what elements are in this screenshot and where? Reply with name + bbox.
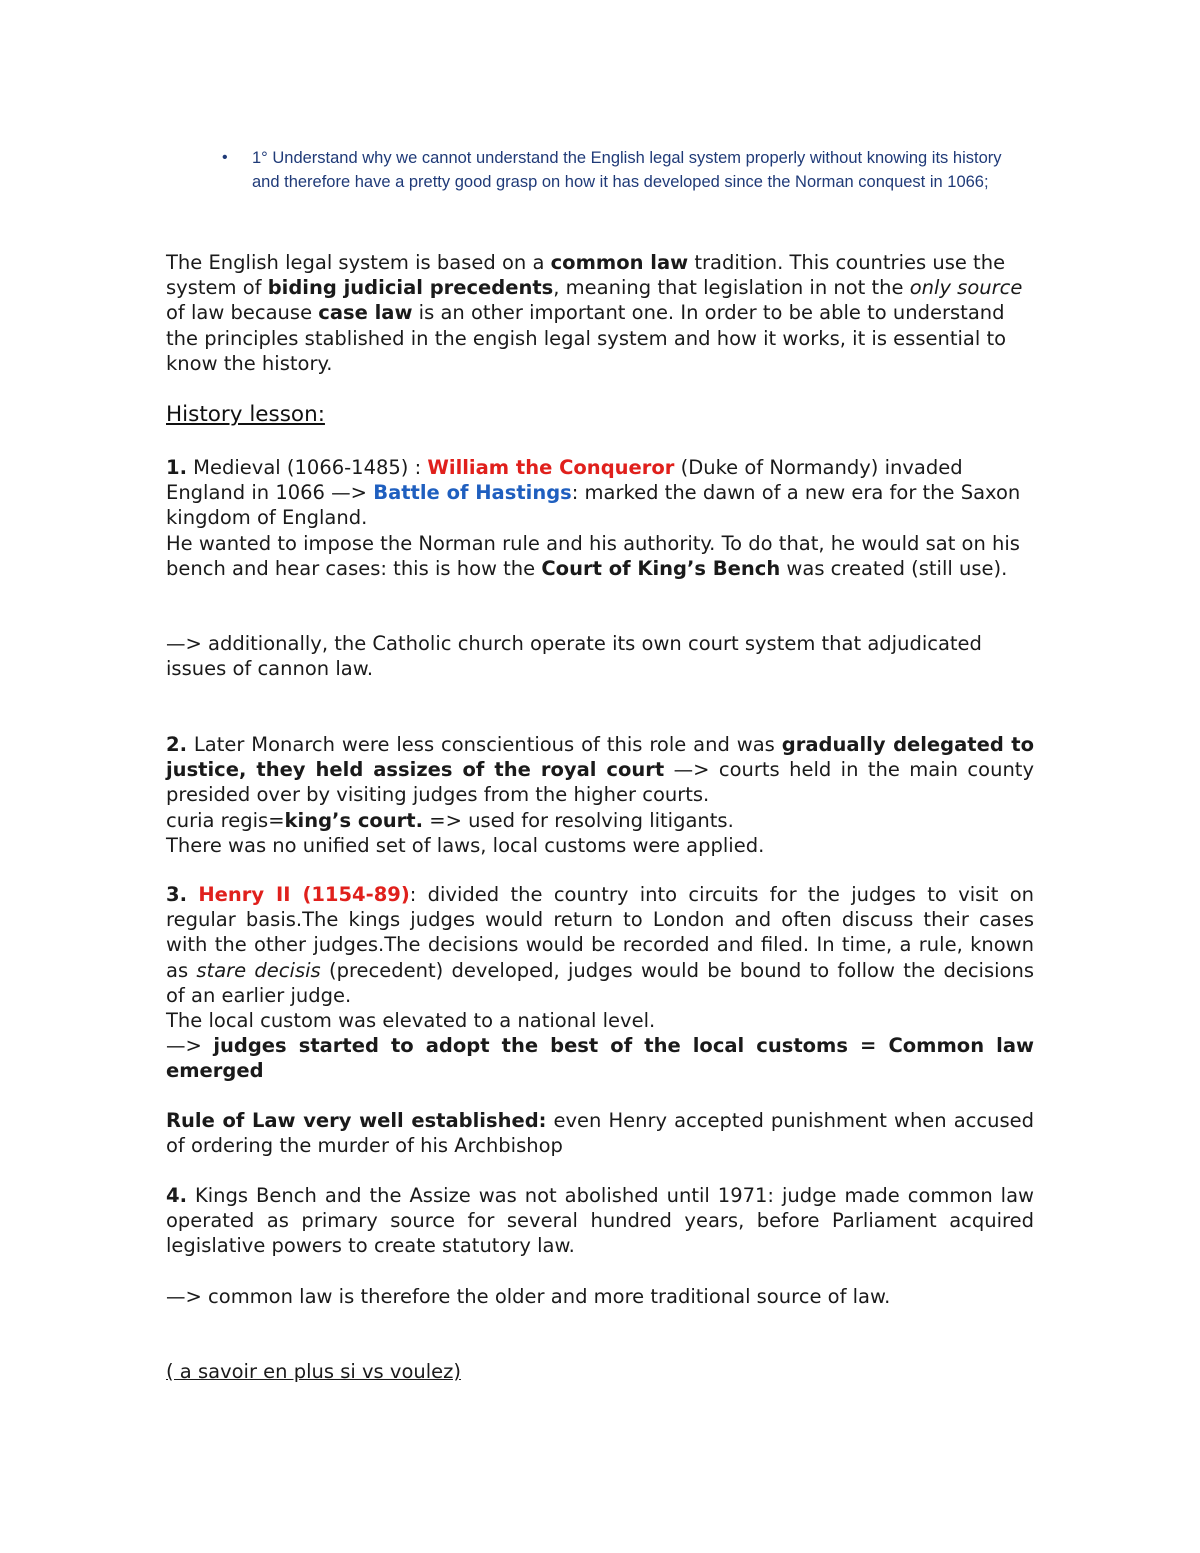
intro-paragraph (166, 250, 1034, 376)
s2-text-3: curia regis= (166, 808, 285, 832)
s3-text-4: —> (166, 1034, 214, 1058)
rule-of-law-text: even Henry accepted punishment when accused of ordering the murder of his Archbishop (166, 1109, 1034, 1158)
footer-note: ( a savoir en plus si vs voulez) (166, 1360, 461, 1383)
s3-text-2: (precedent) developed, judges would be bound to follow the decisions of an earlier judge. (166, 958, 1035, 1007)
section-number: 3. (166, 883, 187, 906)
section-4-paragraph (166, 1183, 1034, 1259)
objective-text: 1° Understand why we cannot understand the English legal system properly without knowing its history and therefore have a pretty good grasp on how it has developed since the Norman conquest in 1066; (252, 149, 1002, 191)
section-heading: History lesson: (166, 402, 325, 427)
s1-text-4: He wanted to impose the Norman rule and his authority. To do that, he would sat on his bench and hear cases: this is how the (166, 531, 1020, 580)
s1-text-2: (Duke of Normandy) invaded England in 1066 —> (166, 456, 963, 505)
s1-text-3: : marked the dawn of a new era for the Saxon kingdom of England. (166, 481, 1021, 530)
intro-bold-common-law: common law (550, 251, 689, 274)
section-number: 4. (166, 1184, 187, 1207)
section-1-note: —> additionally, the Catholic church operate its own court system that adjudicated issues of cannon law. (166, 632, 982, 681)
section-1-paragraph (166, 455, 1034, 581)
s3-text-3: The local custom was elevated to a national level. (166, 1009, 656, 1033)
henry-ii-label: Henry II (1154-89) (198, 883, 410, 906)
s2-bold-kings-court: king’s court. (284, 808, 424, 832)
section-number: 2. (166, 733, 187, 756)
section-3-paragraph (166, 882, 1034, 1084)
s2-text-5: There was no unified set of laws, local customs were applied. (166, 833, 765, 857)
intro-italic-only-source: only source (909, 276, 1023, 300)
objective-bullet-item (222, 146, 1012, 194)
common-law-emerged-bold: judges started to adopt the best of the local customs = Common law emerged (166, 1034, 1034, 1083)
william-the-conqueror-label: William the Conqueror (427, 456, 675, 479)
intro-text-5: is an other important one. In order to be able to understand the principles stablished in the engish legal system and how it works, it is essential to know the history. (166, 301, 1007, 375)
intro-text-1: The English legal system is based on a (166, 251, 551, 274)
rule-of-law-paragraph (166, 1108, 1034, 1158)
s1-text-5: was created (still use). (780, 556, 1008, 580)
section-4-note: —> common law is therefore the older and more traditional source of law. (166, 1285, 891, 1308)
rule-of-law-bold: Rule of Law very well established: (166, 1109, 547, 1132)
s1-text-1: Medieval (1066-1485) : (186, 456, 428, 479)
intro-text-2: tradition. This countries use the system of (166, 251, 1006, 300)
battle-of-hastings-label: Battle of Hastings (373, 481, 572, 505)
intro-bold-case-law: case law (318, 301, 413, 325)
intro-text-4: of law because (166, 301, 319, 325)
bullet-icon: • (222, 149, 228, 166)
s3-text-1: : divided the country into circuits for the judges to visit on regular basis.The kings judges would return to London and often discuss their cases with the other judges.The decisions would be recorded and filed. In time, a rule, known as (166, 883, 1034, 982)
s4-text-1: Kings Bench and the Assize was not abolished until 1971: judge made common law operated as primary source for several hundred years, before Parliament acquired legislative powers to create statutory law. (166, 1184, 1034, 1258)
intro-bold-precedents: biding judicial precedents (267, 276, 554, 300)
court-kings-bench-bold: Court of King’s Bench (541, 556, 781, 580)
s2-text-4: => used for resolving litigants. (423, 808, 734, 832)
section-2-paragraph (166, 732, 1034, 858)
s2-text-1: Later Monarch were less conscientious of this role and was (186, 733, 782, 756)
stare-decisis-italic: stare decisis (196, 958, 321, 982)
section-number: 1. (166, 456, 187, 479)
intro-text-3: , meaning that legislation in not the (553, 276, 910, 300)
s2-bold-assizes: gradually delegated to justice, they held assizes of the royal court (166, 733, 1035, 782)
s2-text-2: —> courts held in the main county presided over by visiting judges from the higher courts. (166, 758, 1034, 807)
